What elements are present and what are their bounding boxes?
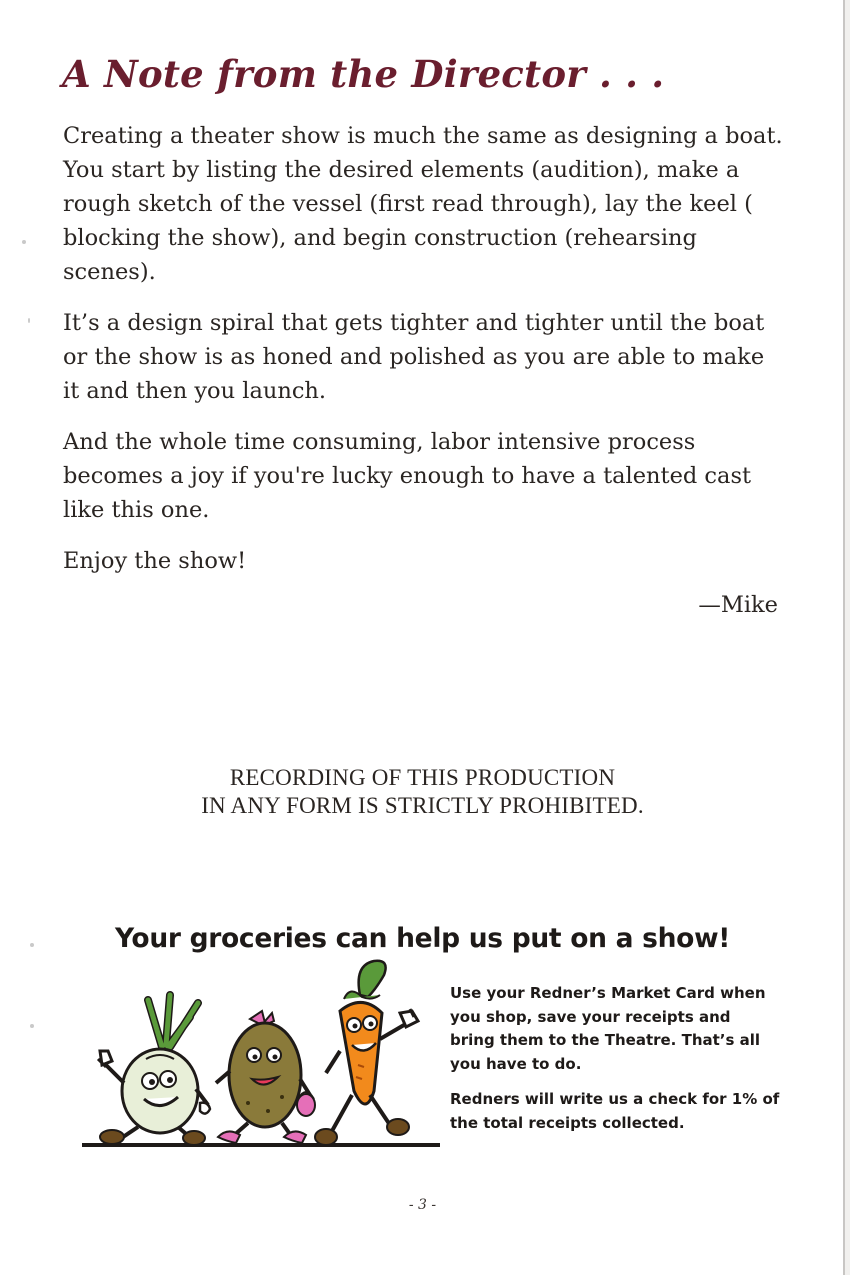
note-paragraph: Creating a theater show is much the same as designing a boat. You start by listing the desired elements (audition), make a rough sketch of the vessel (first read through), lay the keel ( blocking the show), and begin construction (rehearsing scenes).	[63, 123, 783, 285]
scan-speck	[28, 318, 30, 323]
director-note-body	[63, 119, 783, 595]
pledge-text: Redners will write us a check for 1% of the total receipts collected.	[450, 1090, 780, 1132]
carrot-icon	[315, 961, 418, 1145]
ground-line	[82, 1143, 440, 1147]
scan-speck	[22, 240, 26, 244]
recording-notice	[0, 764, 845, 820]
notice-line: IN ANY FORM IS STRICTLY PROHIBITED.	[201, 793, 644, 818]
vegetable-mascots-icon	[78, 955, 450, 1155]
signature: —Mike	[698, 592, 778, 618]
notice-line: RECORDING OF THIS PRODUCTION	[229, 765, 616, 790]
note-paragraph: It’s a design spiral that gets tighter and tighter until the boat or the show is as honed and polished as you are able to make it and then you launch.	[63, 310, 765, 404]
note-paragraph: Enjoy the show!	[63, 548, 247, 574]
instructions-text: Use your Redner’s Market Card when you shop, save your receipts and bring them to the Theatre. That’s all you have to do.	[450, 984, 766, 1073]
potato-icon	[216, 1011, 315, 1143]
page-number: - 3 -	[408, 1197, 437, 1213]
page-shadow	[845, 0, 850, 1275]
onion-icon	[98, 995, 210, 1145]
market-card-instructions	[450, 982, 780, 1147]
note-paragraph: And the whole time consuming, labor intensive process becomes a joy if you're lucky enough to have a talented cast like this one.	[63, 429, 752, 523]
grocery-headline: Your groceries can help us put on a show!	[114, 923, 731, 954]
page-title: A Note from the Director . . .	[62, 52, 665, 96]
scan-speck	[30, 1024, 34, 1028]
